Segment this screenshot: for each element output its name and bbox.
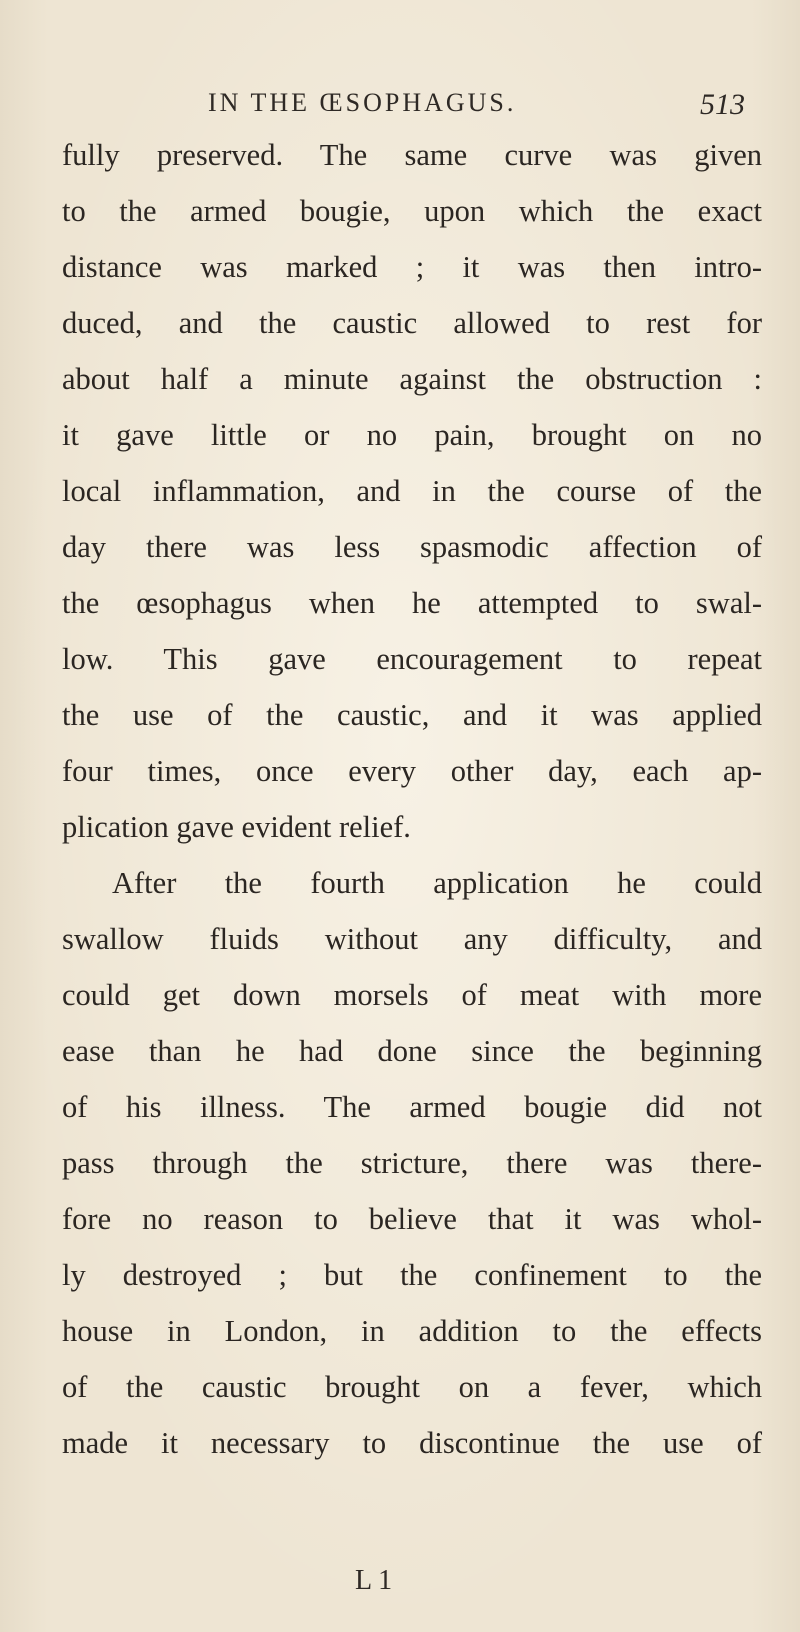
text-line: ease than he had done since the beginning [62,1034,762,1068]
text-line: to the armed bougie, upon which the exact [62,194,762,228]
text-line: swallow fluids without any difficulty, and [62,922,762,956]
page-header [0,78,800,128]
text-line: of the caustic brought on a fever, which [62,1370,762,1404]
text-line: fore no reason to believe that it was whol- [62,1202,762,1236]
signature-mark: L 1 [355,1565,393,1596]
text-line: it gave little or no pain, brought on no [62,418,762,452]
text-line: ly destroyed ; but the confinement to the [62,1258,762,1292]
text-line: local inflammation, and in the course of the [62,474,762,508]
text-line: day there was less spasmodic affection of [62,530,762,564]
text-line: pass through the stricture, there was there- [62,1146,762,1180]
paragraph-end-line: plication gave evident relief. [62,810,411,844]
text-line: the use of the caustic, and it was applied [62,698,762,732]
text-line: the œsophagus when he attempted to swal- [62,586,762,620]
text-line: of his illness. The armed bougie did not [62,1090,762,1124]
paragraph-start-line: After the fourth application he could [112,866,762,900]
running-head: IN THE ŒSOPHAGUS. [208,88,517,117]
page-number: 513 [700,88,745,121]
text-line: distance was marked ; it was then intro- [62,250,762,284]
text-line: about half a minute against the obstruction : [62,362,762,396]
text-line: could get down morsels of meat with more [62,978,762,1012]
text-line: four times, once every other day, each ap- [62,754,762,788]
text-line: fully preserved. The same curve was given [62,138,762,172]
body-text [62,127,762,1471]
text-line: duced, and the caustic allowed to rest for [62,306,762,340]
text-line: low. This gave encouragement to repeat [62,642,762,676]
text-line: made it necessary to discontinue the use of [62,1426,762,1460]
text-line: house in London, in addition to the effects [62,1314,762,1348]
